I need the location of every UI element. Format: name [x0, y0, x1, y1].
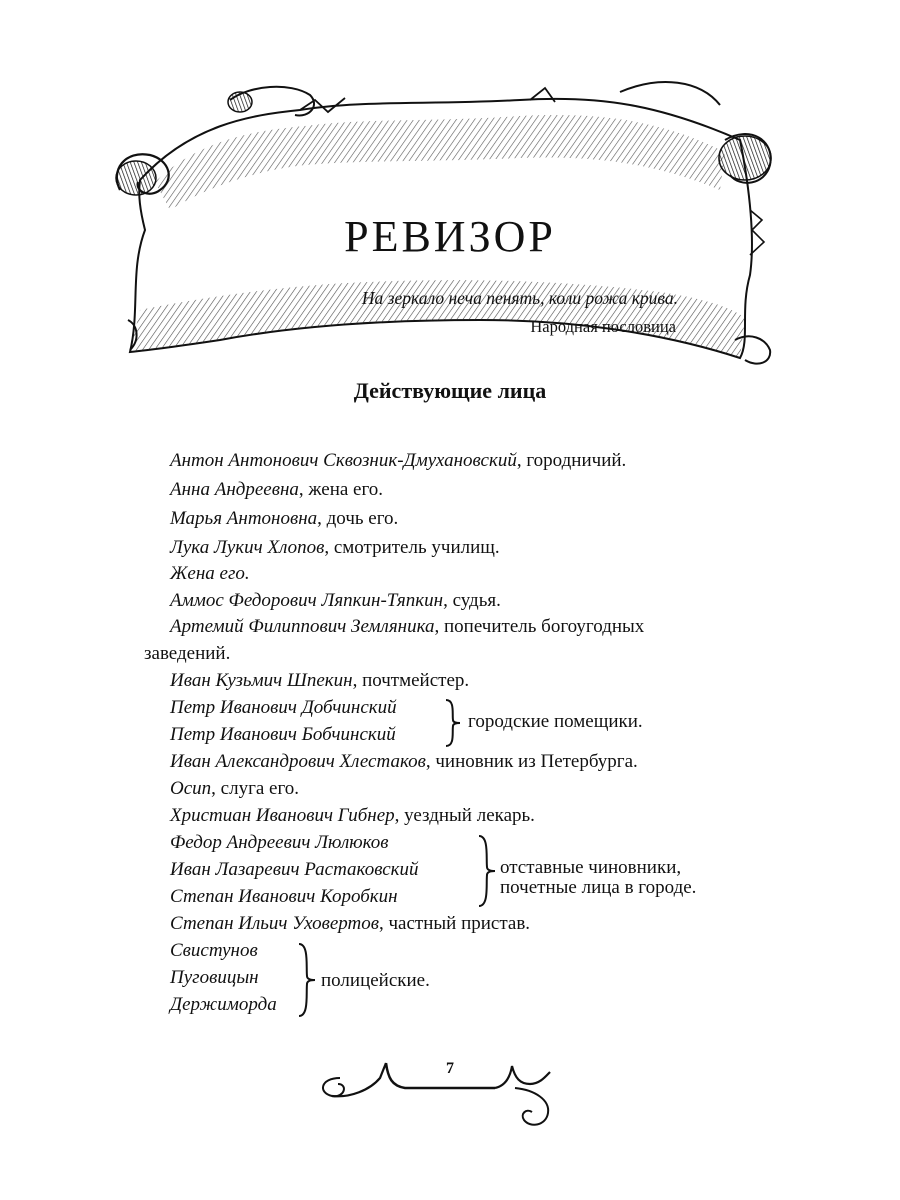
group-member: Свистунов: [170, 940, 258, 961]
curly-brace-icon: [296, 942, 318, 1018]
epigraph: [362, 288, 678, 337]
cast-item: Анна Андреевна, жена его.: [170, 479, 384, 500]
group-description: городские помещики.: [468, 711, 643, 732]
group-member: Петр Иванович Бобчинский: [170, 724, 396, 745]
cast-item: Степан Ильич Уховертов, частный пристав.: [170, 913, 531, 934]
group-description: полицейские.: [321, 970, 430, 991]
cast-item: Марья Антоновна, дочь его.: [170, 508, 399, 529]
cast-item: Иван Александрович Хлестаков, чиновник из Петербурга.: [170, 751, 638, 772]
cast-item: Христиан Иванович Гибнер, уездный лекарь.: [170, 805, 535, 826]
curly-brace-icon: [476, 834, 498, 908]
cast-item: Антон Антонович Сквозник-Дмухановский, городничий.: [170, 450, 627, 471]
section-heading: Действующие лица: [353, 378, 547, 403]
epigraph-quote: На зеркало неча пенять, коли рожа крива.: [361, 288, 678, 308]
cast-item: Жена его.: [170, 563, 250, 584]
cast-item: Артемий Филиппович Земляника, попечитель богоугодных: [170, 616, 645, 637]
group-member: Петр Иванович Добчинский: [170, 697, 397, 718]
group-member: Пуговицын: [170, 967, 259, 988]
group-member: Федор Андреевич Люлюков: [170, 832, 389, 853]
cast-item: Аммос Федорович Ляпкин-Тяпкин, судья.: [170, 590, 501, 611]
group-member: Держиморда: [170, 994, 277, 1015]
cast-item: Лука Лукич Хлопов, смотритель училищ.: [170, 537, 500, 558]
group-description: почетные лица в городе.: [500, 877, 697, 898]
cast-item-continuation: заведений.: [144, 643, 231, 664]
group-member: Степан Иванович Коробкин: [170, 886, 398, 907]
cast-item: Осип, слуга его.: [170, 778, 300, 799]
cast-item: Иван Кузьмич Шпекин, почтмейстер.: [170, 670, 470, 691]
group-description: отставные чиновники,: [500, 857, 682, 878]
curly-brace-icon: [443, 698, 463, 748]
book-title: РЕВИЗОР: [344, 212, 556, 262]
epigraph-source: Народная пословица: [530, 317, 676, 336]
group-member: Иван Лазаревич Растаковский: [170, 859, 419, 880]
page-number: 7: [446, 1060, 454, 1077]
